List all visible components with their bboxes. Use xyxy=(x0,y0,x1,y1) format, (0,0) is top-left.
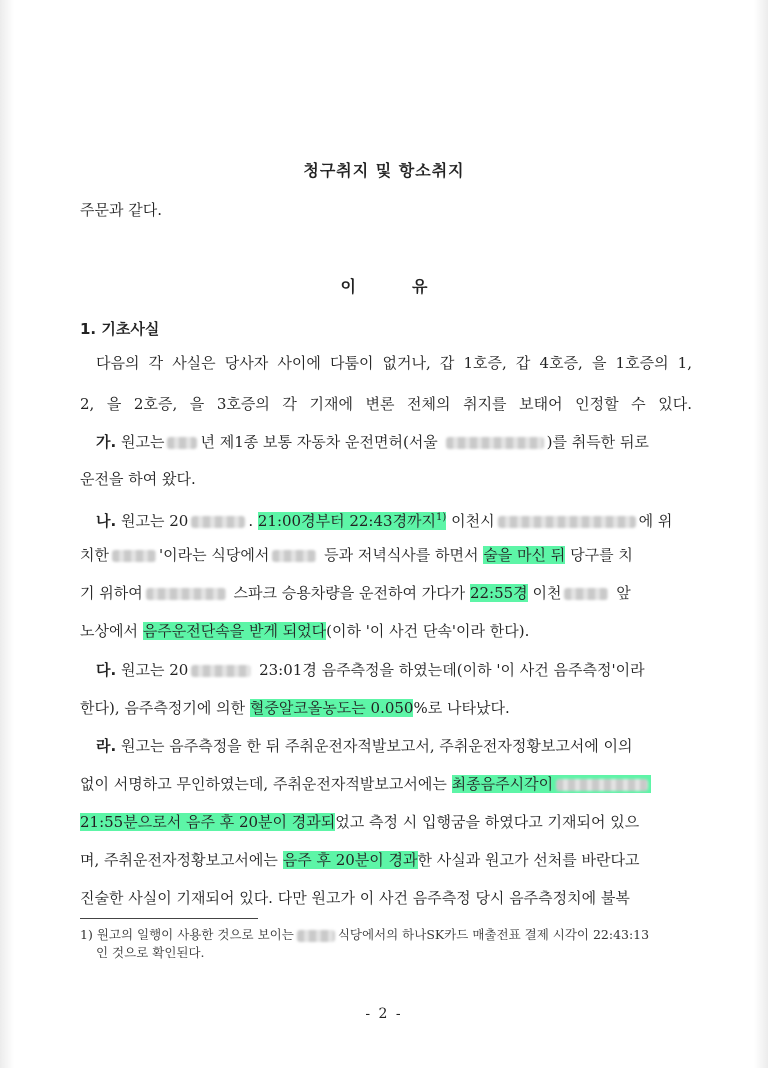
page-number: - 2 - xyxy=(365,1006,403,1022)
highlight-last-drink xyxy=(452,775,651,793)
footnote-line-2: 인 것으로 확인된다. xyxy=(96,945,205,960)
highlight-elapsed-2: 음주 후 20분이 경과 xyxy=(282,851,418,869)
paragraph-na-line-1 xyxy=(96,508,708,531)
claim-title: 청구취지 및 항소취지 xyxy=(303,161,465,180)
ra-text-d: 며, 주취운전자정황보고서에는 xyxy=(80,851,278,869)
order-line: 주문과 같다. xyxy=(80,201,162,219)
marker-da: 다. xyxy=(96,661,117,679)
paragraph-da-line-1 xyxy=(96,660,708,680)
redacted-block xyxy=(297,930,335,942)
paragraph-ra-line-4 xyxy=(80,850,692,870)
paragraph-ra-line-2 xyxy=(80,774,692,794)
ra-last-drink: 최종음주시각이 xyxy=(451,775,554,793)
na-text-k: 이천 xyxy=(532,584,562,602)
paragraph-ga-line-1 xyxy=(96,432,708,452)
na-text-f: '이라는 식당에서 xyxy=(158,546,270,564)
ra-text-c: 었고 측정 시 입행굼을 하였다고 기재되어 있으 xyxy=(335,813,640,831)
redacted-block xyxy=(191,665,251,677)
redacted-block xyxy=(146,588,226,600)
na-text-a: 원고는 20 xyxy=(120,512,189,530)
paragraph-na-line-2 xyxy=(80,545,692,565)
paragraph-ra-line-3 xyxy=(80,812,692,832)
ga-text-a: 원고는 xyxy=(120,433,165,451)
intro-line-2: 2, 을 2호증, 을 3호증의 각 기재에 변론 전체의 취지를 보태어 인정할 수 있다. xyxy=(80,395,692,413)
reasons-heading xyxy=(0,274,768,297)
ga-text-b: 년 제1종 보통 자동차 운전면허(서울 xyxy=(200,433,438,451)
redacted-block xyxy=(191,516,245,528)
da-text-c: 한다), 음주측정기에 의한 xyxy=(80,699,246,717)
redacted-block xyxy=(272,550,316,562)
highlight-stop-time: 22:55경 xyxy=(469,584,528,602)
na-text-c: 이천시 xyxy=(451,512,495,530)
ra-text-e: 한 사실과 원고가 선처를 바란다고 xyxy=(417,851,640,869)
intro-line-1: 다음의 각 사실은 당사자 사이에 다툼이 없거나, 갑 1호증, 갑 4호증, 을 1호증의 1, xyxy=(96,354,692,372)
footnote-text-a: 1) 원고의 일행이 사용한 것으로 보이는 xyxy=(80,927,294,942)
ga-text-c: )를 취득한 뒤로 xyxy=(546,433,649,451)
footnote-text-b: 식당에서의 하나SK카드 매출전표 결제 시각이 22:43:13 xyxy=(337,927,650,942)
paragraph-ga-line-2: 운전을 하여 왔다. xyxy=(80,470,196,488)
na-text-g: 등과 저녁식사를 하면서 xyxy=(324,546,479,564)
reasons-heading-char-1: 이 xyxy=(340,277,356,296)
paragraph-da-line-2 xyxy=(80,698,692,718)
paragraph-ra-line-1 xyxy=(96,736,708,756)
da-text-d: %로 나타났다. xyxy=(413,699,510,717)
highlight-elapsed: 21:55분으로서 음주 후 20분이 경과되 xyxy=(80,813,336,831)
na-text-l: 앞 xyxy=(616,584,631,602)
marker-ga: 가. xyxy=(96,433,117,451)
na-text-i: 기 위하여 xyxy=(80,584,143,602)
na-text-h: 당구를 치 xyxy=(570,546,633,564)
na-text-d: 에 위 xyxy=(638,512,673,530)
paragraph-ra-line-5: 진술한 사실이 기재되어 있다. 다만 원고가 이 사건 음주측정 당시 음주측정치에 불복 xyxy=(80,889,630,907)
da-text-b: 23:01경 음주측정을 하였는데(이하 '이 사건 음주측정'이라 xyxy=(259,661,645,679)
highlight-drinking: 술을 마신 뒤 xyxy=(483,546,566,564)
da-text-a: 원고는 20 xyxy=(120,661,189,679)
highlight-time-range xyxy=(258,512,446,530)
redacted-block xyxy=(167,437,197,449)
marker-ra: 라. xyxy=(96,737,117,755)
na-text-e: 치한 xyxy=(80,546,109,564)
footnote-ref[interactable]: 1) xyxy=(436,512,447,523)
na-text-n: (이하 '이 사건 단속'이라 한다). xyxy=(326,622,530,640)
highlight-enforcement: 음주운전단속을 받게 되었다 xyxy=(142,622,327,640)
redacted-block xyxy=(446,437,544,449)
section-heading-basic-facts: 1. 기초사실 xyxy=(80,320,160,338)
na-text-m: 노상에서 xyxy=(80,622,138,640)
footnote-divider xyxy=(80,918,258,919)
na-text-j: 스파크 승용차량을 운전하여 가다가 xyxy=(233,584,466,602)
na-text-b: . xyxy=(248,512,254,530)
reasons-heading-char-2: 유 xyxy=(412,277,428,296)
redacted-block xyxy=(498,516,636,528)
marker-na: 나. xyxy=(96,512,117,530)
highlight-bac: 혈중알코올농도는 0.050 xyxy=(249,699,414,717)
na-time-range: 21:00경부터 22:43경까지 xyxy=(257,512,437,530)
footnote-line-1 xyxy=(80,926,649,943)
ra-text-b: 없이 서명하고 무인하였는데, 주취운전자적발보고서에는 xyxy=(80,775,447,793)
redacted-block xyxy=(112,550,156,562)
paragraph-na-line-4 xyxy=(80,621,692,641)
redacted-block xyxy=(564,588,608,600)
ra-text-a: 원고는 음주측정을 한 뒤 주취운전자적발보고서, 주취운전자정황보고서에 이의 xyxy=(120,737,633,755)
paragraph-na-line-3 xyxy=(80,583,692,603)
redacted-block xyxy=(556,779,648,791)
